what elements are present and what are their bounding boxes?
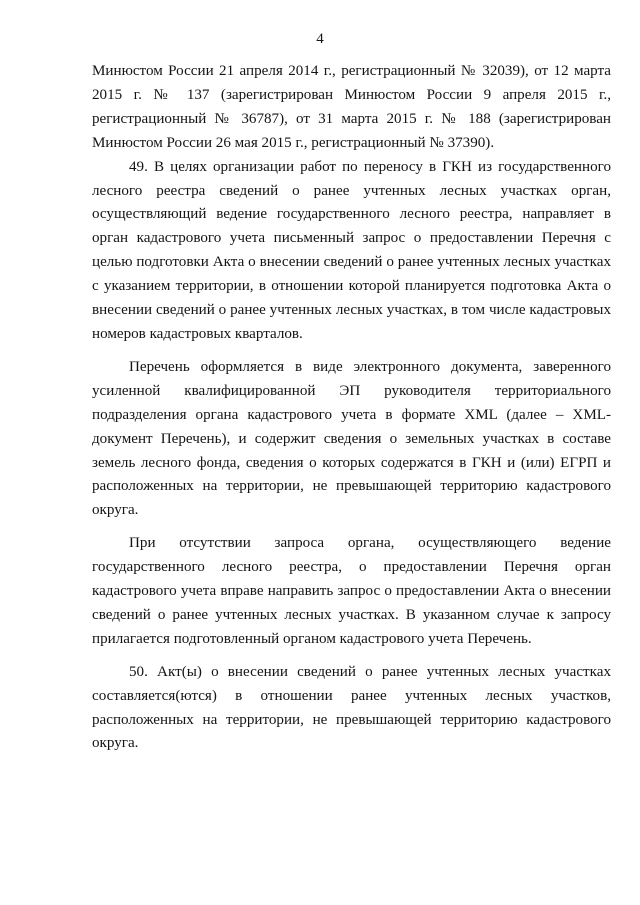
page-number: 4 [316, 31, 324, 47]
paragraph-perechen: Перечень оформляется в виде электронного документа, заверенного усиленной квалифицированной ЭП руководителя территориального подразделения органа кадастрового учета в формате XML (далее – XML-документ Перечень), и содержит сведения о земельных участках в составе земель лесного фонда, сведения о которых содержатся в ГКН и (или) ЕГРП и расположенных на территории, не превышающей территорию кадастрового округа. [92, 358, 611, 519]
document-body [92, 60, 611, 756]
paragraph-continuation: Минюстом России 21 апреля 2014 г., регистрационный № 32039), от 12 марта 2015 г. № 137 (зарегистрирован Минюстом России 9 апреля 2015 г., регистрационный № 36787), от 31 марта 2015 г. № 188 (зарегистрирован Минюстом России 26 мая 2015 г., регистрационный № 37390). [92, 63, 611, 151]
paragraph-absence-of-request: При отсутствии запроса органа, осуществляющего ведение государственного лесного реестра, о предоставлении Перечня орган кадастрового учета вправе направить запрос о предоставлении Акта о внесении сведений о ранее учтенных лесных участках. В указанном случае к запросу прилагается подготовленный органом кадастрового учета Перечень. [92, 535, 611, 647]
paragraph-item-49: 49. В целях организации работ по переносу в ГКН из государственного лесного реестра сведений о ранее учтенных лесных участках орган, осуществляющий ведение государственного лесного реестра, направляет в орган кадастрового учета письменный запрос о предоставлении Перечня с целью подготовки Акта о внесении сведений о ранее учтенных лесных участках с указанием территории, в отношении которой планируется подготовка Акта о внесении сведений о ранее учтенных лесных участках, в том числе кадастровых номеров кадастровых кварталов. [92, 158, 611, 342]
paragraph-item-50: 50. Акт(ы) о внесении сведений о ранее учтенных лесных участках составляется(ются) в отношении ранее учтенных лесных участков, расположенных на территории, не превышающей территорию кадастрового округа. [92, 663, 611, 752]
